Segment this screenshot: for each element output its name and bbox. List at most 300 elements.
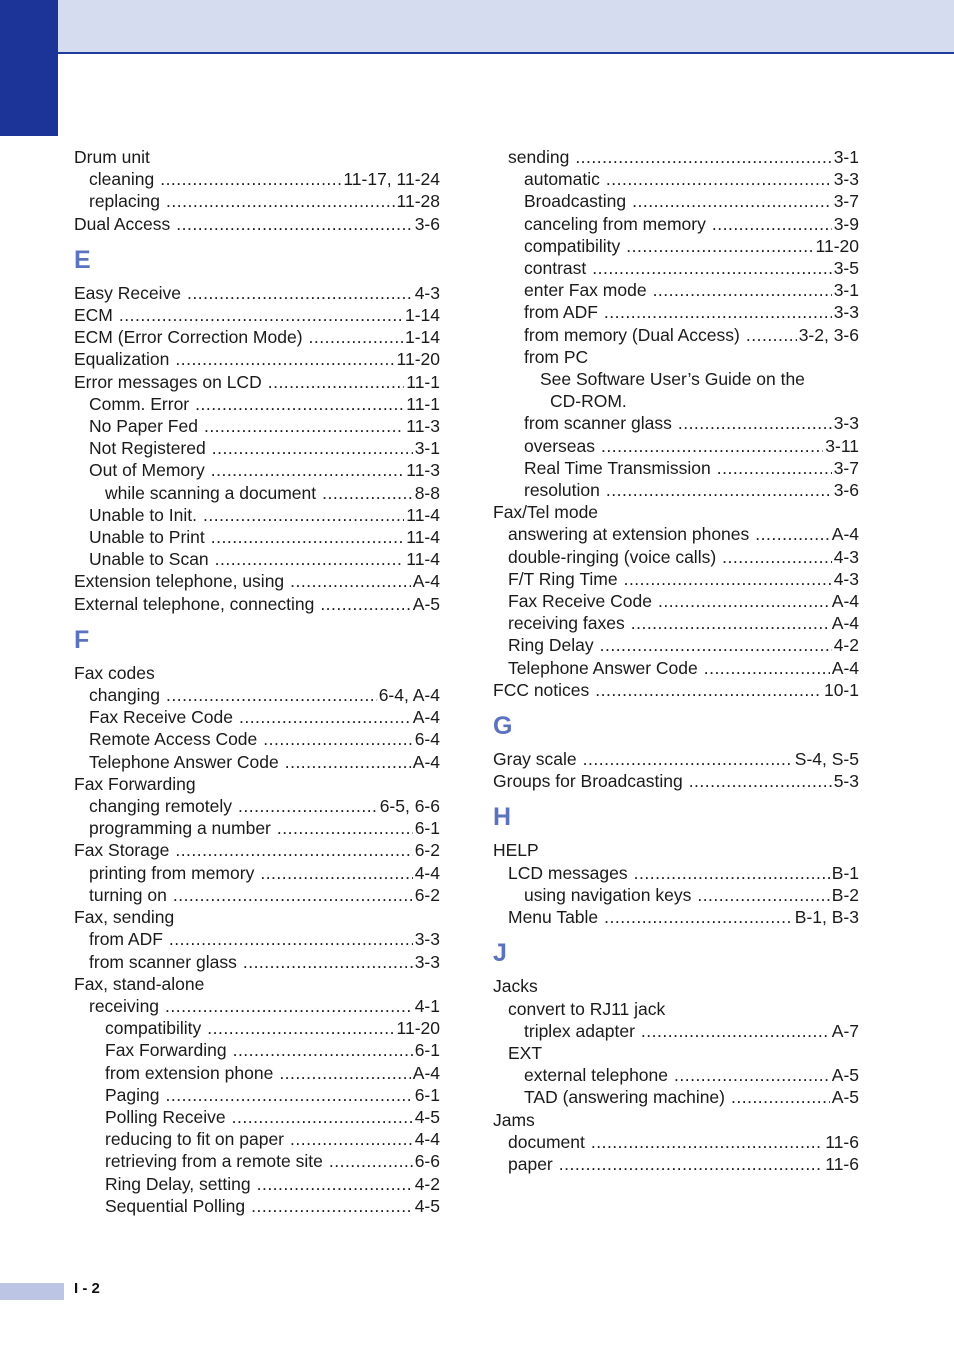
dot-leader [712,213,832,235]
index-entry-page: 11-4 [406,549,440,570]
index-entry-page: 11-6 [825,1131,859,1152]
index-entry-page: 3-1 [833,147,859,167]
index-entry-term: while scanning a document [105,482,317,503]
index-entry [74,1128,440,1150]
index-entry [493,612,859,634]
dot-leader [632,190,832,212]
index-entry [493,412,859,434]
dot-leader [290,570,411,592]
index-entry-page: 1-14 [404,305,440,326]
index-entry-term: from ADF [524,302,598,323]
page-number: I - 2 [74,1280,100,1297]
index-entry-term: double-ringing (voice calls) [508,546,717,567]
index-entry-page: A-4 [831,613,859,634]
index-entry [74,817,440,839]
dot-leader [658,590,830,612]
index-entry-term: document [508,1131,585,1152]
index-entry-page: 6-4, A-4 [378,685,440,706]
index-entry-page: 11-6 [825,1153,859,1174]
index-entry-term: contrast [524,258,587,279]
dot-leader [717,457,832,479]
dot-leader [268,371,405,393]
index-entry-term: from extension phone [105,1062,274,1083]
index-entry-term: Easy Receive [74,282,181,303]
index-entry-page: 11-1 [406,371,440,392]
index-entry-term: using navigation keys [524,884,692,905]
index-entry [74,795,440,817]
index-entry-page: S-4, S-5 [794,749,859,770]
dot-leader [285,751,411,773]
index-entry-term: changing [89,685,161,706]
index-entry [74,751,440,773]
index-entry-term: from scanner glass [89,951,237,972]
index-entry-term: sending [508,147,570,167]
index-entry-term: replacing [89,191,161,212]
index-entry [74,282,440,304]
index-entry-term: Unable to Print [89,527,205,548]
index-entry-term: Groups for Broadcasting [493,771,683,792]
index-entry-page: 4-1 [414,995,440,1016]
index-heading: See Software User’s Guide on the [540,369,805,390]
index-entry [493,213,859,235]
dot-leader [166,1084,413,1106]
dot-leader [634,862,830,884]
dot-leader [575,146,831,168]
index-entry [74,593,440,615]
index-entry-page: 3-2, 3-6 [798,324,859,345]
index-entry-page: 4-5 [414,1106,440,1127]
index-entry [493,1131,859,1153]
index-entry [493,1086,859,1108]
dot-leader [697,884,829,906]
index-column-right [493,146,859,1175]
index-entry [493,523,859,545]
dot-leader [260,862,412,884]
index-entry [74,190,440,212]
dot-leader [119,304,403,326]
dot-leader [176,213,412,235]
index-entry-term: Sequential Polling [105,1195,246,1216]
index-entry-term: Not Registered [89,438,206,459]
index-entry [74,684,440,706]
index-entry-term: Telephone Answer Code [508,657,698,678]
dot-leader [243,951,413,973]
footer-bar [0,1283,64,1300]
index-entry-page: 6-4 [414,729,440,750]
dot-leader [309,326,403,348]
dot-leader [263,728,412,750]
index-entry-term: canceling from memory [524,213,706,234]
index-entry-page: 3-7 [833,457,859,478]
dot-leader [203,504,404,526]
index-entry-page: B-1, B-3 [794,907,859,928]
index-entry-term: cleaning [89,169,155,190]
index-entry-page: A-4 [412,707,440,728]
dot-leader [238,795,378,817]
index-entry [74,862,440,884]
dot-leader [211,526,405,548]
dot-leader [232,1106,413,1128]
dot-leader [731,1086,830,1108]
index-entry [74,1084,440,1106]
index-entry-page: 6-2 [414,884,440,905]
index-entry-term: Polling Receive [105,1106,226,1127]
dot-leader [207,1017,394,1039]
dot-leader [211,459,405,481]
index-entry-page: 8-8 [414,482,440,503]
index-entry-page: 3-5 [833,258,859,279]
dot-leader [277,817,413,839]
index-entry-page: 11-28 [396,191,440,212]
dot-leader [173,884,413,906]
index-entry-page: 3-3 [833,413,859,434]
dot-leader [239,706,411,728]
index-entry-term: Ring Delay, setting [105,1173,251,1194]
index-entry-term: Unable to Scan [89,549,209,570]
index-heading: Jams [493,1109,535,1130]
index-heading: from PC [524,346,589,367]
index-entry [74,437,440,459]
index-entry-page: A-5 [831,1065,859,1086]
index-entry-term: LCD messages [508,862,628,883]
index-heading: HELP [493,840,539,861]
dot-leader [329,1150,413,1172]
dot-leader [257,1173,413,1195]
index-entry-page: 11-1 [406,393,440,414]
dot-leader [641,1020,830,1042]
dot-leader [175,348,394,370]
index-heading: Jacks [493,976,538,997]
index-entry [74,213,440,235]
index-entry-term: answering at extension phones [508,524,750,545]
index-entry [74,728,440,750]
index-entry [74,326,440,348]
index-entry-term: Gray scale [493,749,577,770]
index-entry [74,1062,440,1084]
index-heading: Fax, sending [74,907,175,928]
index-entry-page: 3-3 [833,302,859,323]
index-entry-page: A-4 [412,751,440,772]
dot-leader [722,546,832,568]
index-entry [493,568,859,590]
index-entry [74,928,440,950]
index-entry [74,570,440,592]
dot-leader [678,412,832,434]
index-entry-page: 6-1 [414,1040,440,1061]
index-section-letter: E [74,245,91,274]
index-entry-page: 11-20 [396,1018,440,1039]
index-entry [493,1020,859,1042]
index-entry-term: Fax Forwarding [105,1040,227,1061]
dot-leader [165,995,413,1017]
index-heading: EXT [508,1042,543,1063]
index-entry [74,1106,440,1128]
dot-leader [631,612,830,634]
dot-leader [606,168,832,190]
dot-leader [689,770,832,792]
dot-leader [212,437,413,459]
index-entry-page: B-1 [831,862,859,883]
index-entry [493,235,859,257]
index-entry-term: F/T Ring Time [508,568,618,589]
dot-leader [755,523,829,545]
index-entry-page: 3-6 [414,213,440,234]
index-section-letter: G [493,712,513,741]
index-entry [493,657,859,679]
index-entry-term: External telephone, connecting [74,593,315,614]
index-entry-page: 4-3 [833,568,859,589]
index-entry-page: 10-1 [823,679,859,700]
index-entry-page: 4-3 [833,546,859,567]
index-entry-page: 3-3 [414,929,440,950]
index-entry-page: 4-2 [414,1173,440,1194]
index-section-letter: J [493,939,507,968]
index-entry-term: Paging [105,1084,160,1105]
index-entry-page: A-4 [831,524,859,545]
dot-leader [166,190,395,212]
index-entry-page: 4-4 [414,862,440,883]
index-entry [493,1153,859,1175]
index-entry-page: A-4 [412,571,440,592]
index-entry-page: 3-1 [833,280,859,301]
index-entry [74,706,440,728]
index-entry [74,548,440,570]
index-entry-term: Out of Memory [89,460,205,481]
index-entry-page: 11-3 [406,416,440,437]
dot-leader [626,235,813,257]
index-section-letter: F [74,625,90,654]
index-entry [493,168,859,190]
dot-leader [322,482,413,504]
index-entry-term: ECM [74,305,113,326]
index-entry-page: 4-5 [414,1195,440,1216]
index-entry [493,590,859,612]
index-entry-term: Dual Access [74,213,171,234]
dot-leader [160,168,341,190]
index-entry-term: compatibility [524,235,621,256]
index-entry-term: triplex adapter [524,1020,635,1041]
header-band [0,0,954,54]
index-heading: Fax/Tel mode [493,502,599,523]
index-entry [493,190,859,212]
index-entry [493,146,859,168]
index-entry [74,168,440,190]
dot-leader [251,1195,413,1217]
index-entry-term: overseas [524,435,596,456]
index-entry-term: Error messages on LCD [74,371,262,392]
index-entry [493,862,859,884]
index-entry [493,906,859,928]
dot-leader [746,324,797,346]
index-column-left [74,146,440,1217]
index-entry-term: external telephone [524,1065,668,1086]
index-entry [74,304,440,326]
index-entry-page: A-4 [831,591,859,612]
index-entry-term: retrieving from a remote site [105,1151,323,1172]
index-entry [493,479,859,501]
dot-leader [204,415,404,437]
index-entry [493,257,859,279]
index-entry-page: 11-17, 11-24 [343,169,440,190]
index-entry-term: resolution [524,480,600,501]
index-entry [493,279,859,301]
index-entry-page: 1-14 [404,327,440,348]
index-entry [74,884,440,906]
index-entry-term: automatic [524,169,600,190]
index-entry-term: Ring Delay [508,635,594,656]
index-entry [74,348,440,370]
index-entry [74,1017,440,1039]
dot-leader [187,282,413,304]
index-entry-page: 3-1 [414,438,440,459]
index-entry-page: A-4 [412,1062,440,1083]
index-entry [493,634,859,656]
index-entry-term: Telephone Answer Code [89,751,279,772]
index-entry-term: from memory (Dual Access) [524,324,740,345]
index-entry [74,839,440,861]
index-entry-page: 3-3 [833,169,859,190]
index-entry [74,1195,440,1217]
index-entry-term: TAD (answering machine) [524,1087,725,1108]
chapter-tab [0,0,58,136]
index-entry-term: from scanner glass [524,413,672,434]
index-entry-page: 3-3 [414,951,440,972]
index-entry-page: 6-1 [414,1084,440,1105]
index-entry [74,504,440,526]
index-entry [493,679,859,701]
index-entry-page: 6-5, 6-6 [379,796,440,817]
dot-leader [233,1039,413,1061]
index-entry-page: 4-2 [833,635,859,656]
index-entry [493,301,859,323]
dot-leader [175,839,412,861]
index-entry [74,1150,440,1172]
index-entry-page: 4-3 [414,282,440,303]
dot-leader [653,279,832,301]
dot-leader [606,479,832,501]
index-heading: Fax Forwarding [74,773,196,794]
index-entry-term: Comm. Error [89,393,190,414]
index-entry-page: A-5 [412,593,440,614]
index-entry [493,546,859,568]
index-entry-page: 3-6 [833,480,859,501]
index-entry-page: 6-2 [414,840,440,861]
index-entry-term: ECM (Error Correction Mode) [74,327,303,348]
index-entry-term: from ADF [89,929,163,950]
index-entry-term: Fax Storage [74,840,170,861]
index-entry [74,995,440,1017]
index-heading: Drum unit [74,147,150,167]
index-entry-page: 4-4 [414,1129,440,1150]
dot-leader [601,435,823,457]
dot-leader [290,1128,413,1150]
dot-leader [559,1153,824,1175]
dot-leader [604,906,793,928]
index-entry-page: B-2 [831,884,859,905]
index-entry-page: 11-20 [815,235,859,256]
dot-leader [592,257,831,279]
index-section-letter: H [493,803,512,832]
index-entry-term: enter Fax mode [524,280,647,301]
dot-leader [215,548,405,570]
index-entry [74,1039,440,1061]
dot-leader [704,657,830,679]
index-entry-page: A-4 [831,657,859,678]
index-entry-term: FCC notices [493,679,590,700]
index-entry-term: compatibility [105,1018,202,1039]
index-entry-page: 3-9 [833,213,859,234]
index-entry [74,371,440,393]
index-entry-term: Real Time Transmission [524,457,711,478]
index-entry-term: printing from memory [89,862,255,883]
index-entry-page: 11-4 [406,504,440,525]
dot-leader [166,684,377,706]
index-entry-page: 11-3 [406,460,440,481]
dot-leader [595,679,822,701]
index-entry-term: Menu Table [508,907,599,928]
index-entry-page: 11-20 [396,349,440,370]
index-entry-page: 3-11 [825,435,859,456]
index-entry-term: Extension telephone, using [74,571,285,592]
dot-leader [624,568,832,590]
dot-leader [169,928,413,950]
index-entry-page: A-5 [831,1087,859,1108]
index-entry-page: 6-6 [414,1151,440,1172]
dot-leader [604,301,832,323]
index-entry [493,435,859,457]
index-heading: Fax, stand-alone [74,973,205,994]
index-entry [493,770,859,792]
index-heading: Fax codes [74,662,155,683]
index-entry-term: paper [508,1153,553,1174]
index-entry-page: 11-4 [406,527,440,548]
index-entry-page: 6-1 [414,818,440,839]
index-heading: CD-ROM. [550,391,627,412]
index-entry-page: A-7 [831,1020,859,1041]
index-entry [493,324,859,346]
index-entry-term: Remote Access Code [89,729,258,750]
index-entry [74,951,440,973]
index-entry-term: receiving [89,995,160,1016]
index-entry-term: changing remotely [89,796,232,817]
index-entry [74,459,440,481]
index-entry [493,884,859,906]
index-heading: convert to RJ11 jack [508,998,666,1019]
index-entry-term: Equalization [74,349,170,370]
index-entry-page: 5-3 [833,771,859,792]
index-entry [74,393,440,415]
index-entry-term: Unable to Init. [89,504,197,525]
dot-leader [591,1131,823,1153]
index-entry-term: programming a number [89,818,271,839]
index-entry-term: Fax Receive Code [508,591,652,612]
index-entry-term: receiving faxes [508,613,625,634]
index-entry [74,415,440,437]
dot-leader [320,593,410,615]
dot-leader [195,393,404,415]
index-entry [74,1173,440,1195]
dot-leader [674,1064,830,1086]
index-entry-page: 3-7 [833,191,859,212]
dot-leader [279,1062,410,1084]
index-entry [493,748,859,770]
index-entry [493,1064,859,1086]
dot-leader [600,634,832,656]
index-entry [74,482,440,504]
index-entry-term: No Paper Fed [89,416,198,437]
index-entry-term: Broadcasting [524,191,627,212]
index-entry-term: reducing to fit on paper [105,1129,285,1150]
